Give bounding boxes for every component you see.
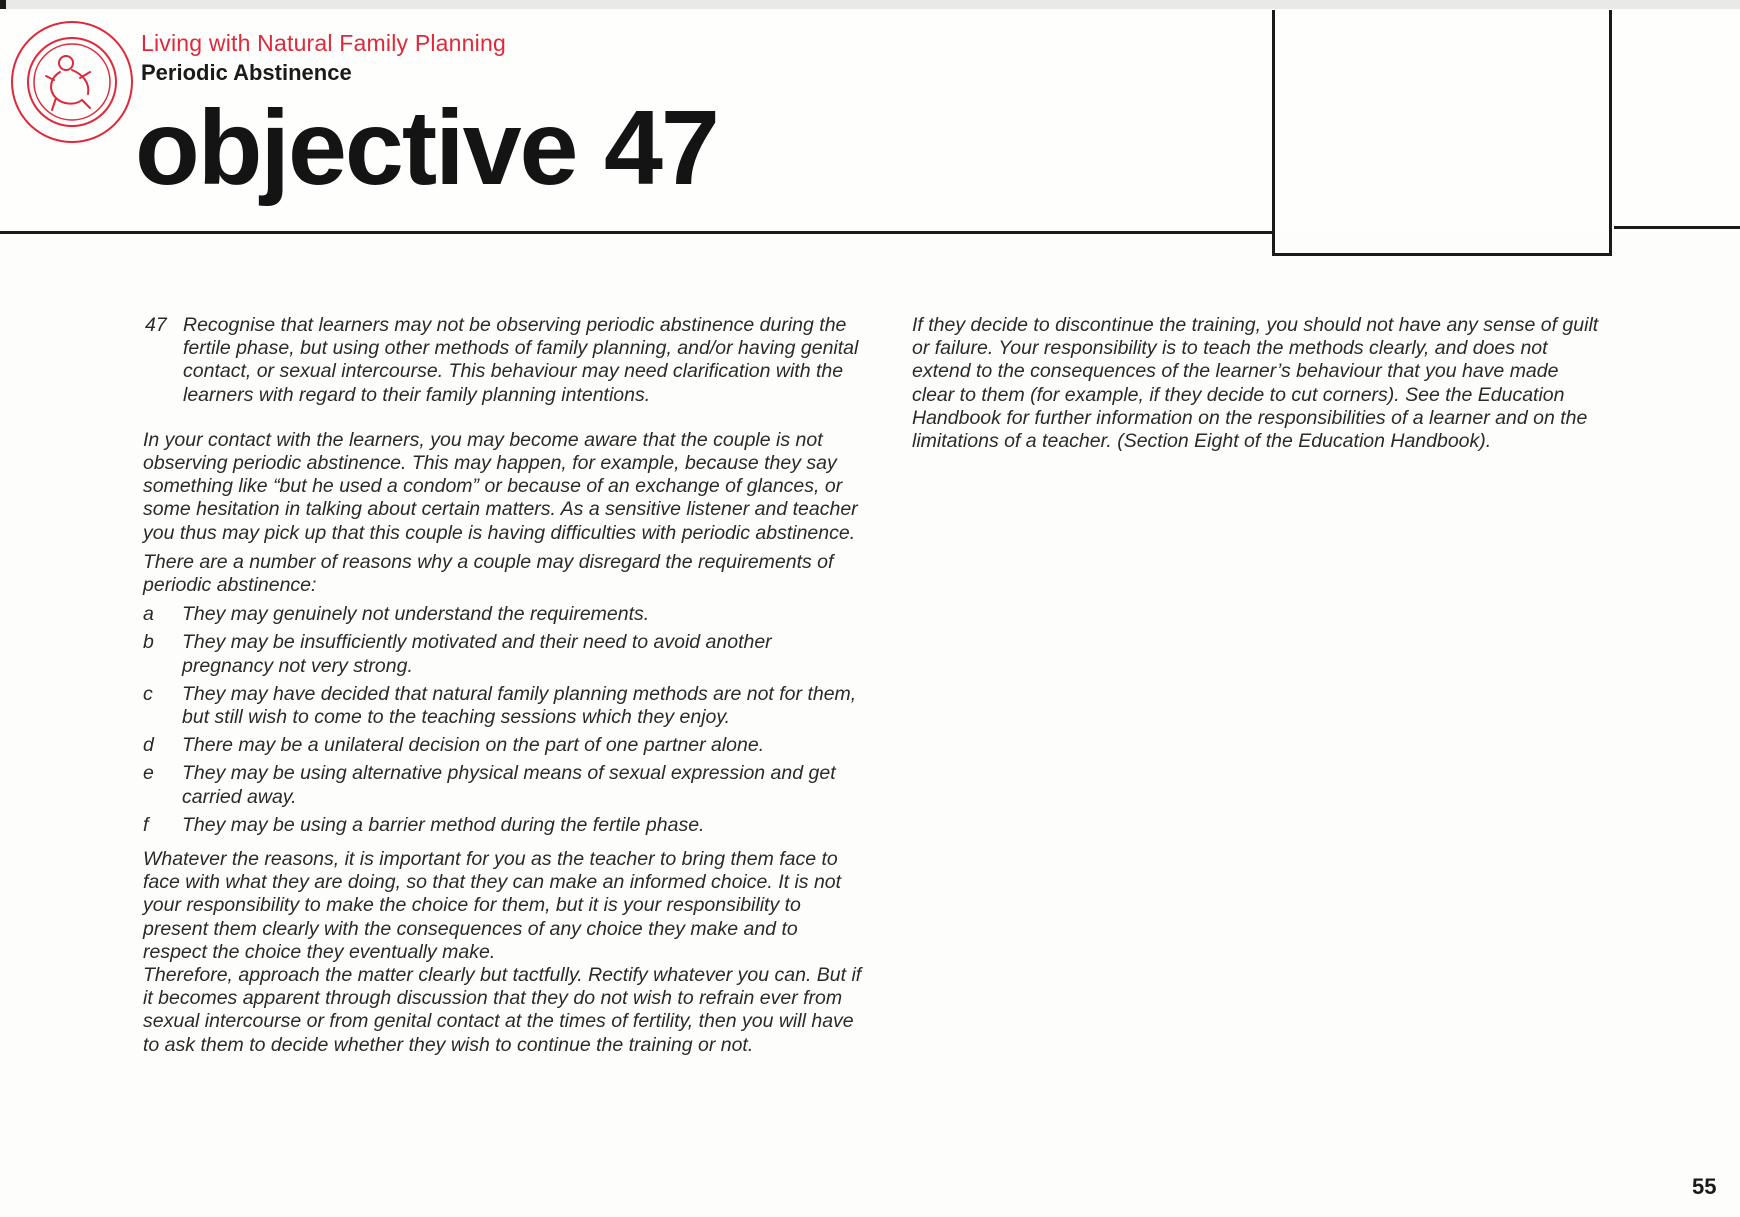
list-item: [143, 762, 863, 808]
list-item-text: They may be using a barrier method during the fertile phase.: [182, 813, 705, 836]
top-edge-mark: [0, 0, 6, 9]
top-edge-rule: [0, 0, 1740, 9]
paragraph: Whatever the reasons, it is important for you as the teacher to bring them face to face with what they are doing, so that they can make an informed choice. It is not your responsibility to make the choice for them, but it is your responsibility to present them clearly with the consequences of any choice they make and to respect the choice they eventually make.: [143, 848, 842, 963]
list-item-letter: d: [143, 734, 154, 757]
section-title: Periodic Abstinence: [141, 60, 352, 85]
paragraph: In your contact with the learners, you may become aware that the couple is not observing periodic abstinence. This may happen, for example, because they say something like “but he used a condom” or because of an exchange of glances, or some hesitation in talking about certain matters. As a sensitive listener and teacher you thus may pick up that this couple is having difficulties with periodic abstinence.: [143, 428, 858, 544]
right-column: [912, 314, 1602, 453]
page-number: 55: [1692, 1174, 1717, 1199]
header-rule-left: [0, 231, 1275, 234]
page-title: objective 47: [135, 89, 718, 207]
list-item: [143, 631, 863, 677]
list-item-letter: e: [143, 762, 154, 785]
header-box: [1272, 10, 1612, 256]
list-item: [143, 734, 863, 757]
list-item-text: They may genuinely not understand the requirements.: [182, 603, 650, 626]
paragraph: Therefore, approach the matter clearly but tactfully. Rectify whatever you can. But if it becomes apparent through discussion that they do not wish to refrain ever from sexual intercourse or from genital contact at the times of fertility, then you will have to ask them to decide whether they wish to continue the training or not.: [143, 964, 862, 1056]
left-column: [143, 314, 863, 1057]
list-item-letter: f: [143, 813, 149, 836]
list-item: [143, 603, 863, 626]
list-item-letter: b: [143, 631, 154, 654]
list-item-text: They may be using alternative physical means of sexual expression and get carried away.: [182, 762, 836, 808]
list-item-text: They may be insufficiently motivated and their need to avoid another pregnancy not very strong.: [182, 631, 772, 677]
list-item-letter: a: [143, 603, 154, 626]
reasons-list: [143, 603, 863, 837]
list-item: [143, 814, 863, 837]
objective-text: Recognise that learners may not be observing periodic abstinence during the fertile phase, but using other methods of family planning, and/or having genital contact, or sexual intercourse. This behaviour may need clarification with the learners with regard to their family planning intentions.: [183, 314, 859, 406]
list-item-letter: c: [143, 682, 153, 705]
paragraph: There are a number of reasons why a couple may disregard the requirements of periodic abstinence:: [143, 550, 834, 597]
list-item: [143, 683, 863, 729]
list-item-text: They may have decided that natural family planning methods are not for them, but still wish to come to the teaching sessions which they enjoy.: [182, 682, 857, 729]
header-rule-right: [1614, 226, 1740, 229]
logo-icon: [10, 20, 134, 144]
objective-statement: [143, 314, 863, 407]
series-title: Living with Natural Family Planning: [141, 30, 506, 56]
objective-number: 47: [145, 314, 167, 336]
paragraph: If they decide to discontinue the training, you should not have any sense of guilt or failure. Your responsibility is to teach the methods clearly, and does not extend to the consequences of the learner’s behaviour that you have made clear to them (for example, if they decide to cut corners). See the Education Handbook for further information on the responsibilities of a learner and on the limitations of a teacher. (Section Eight of the Education Handbook).: [912, 314, 1599, 453]
list-item-text: There may be a unilateral decision on the part of one partner alone.: [182, 734, 765, 757]
